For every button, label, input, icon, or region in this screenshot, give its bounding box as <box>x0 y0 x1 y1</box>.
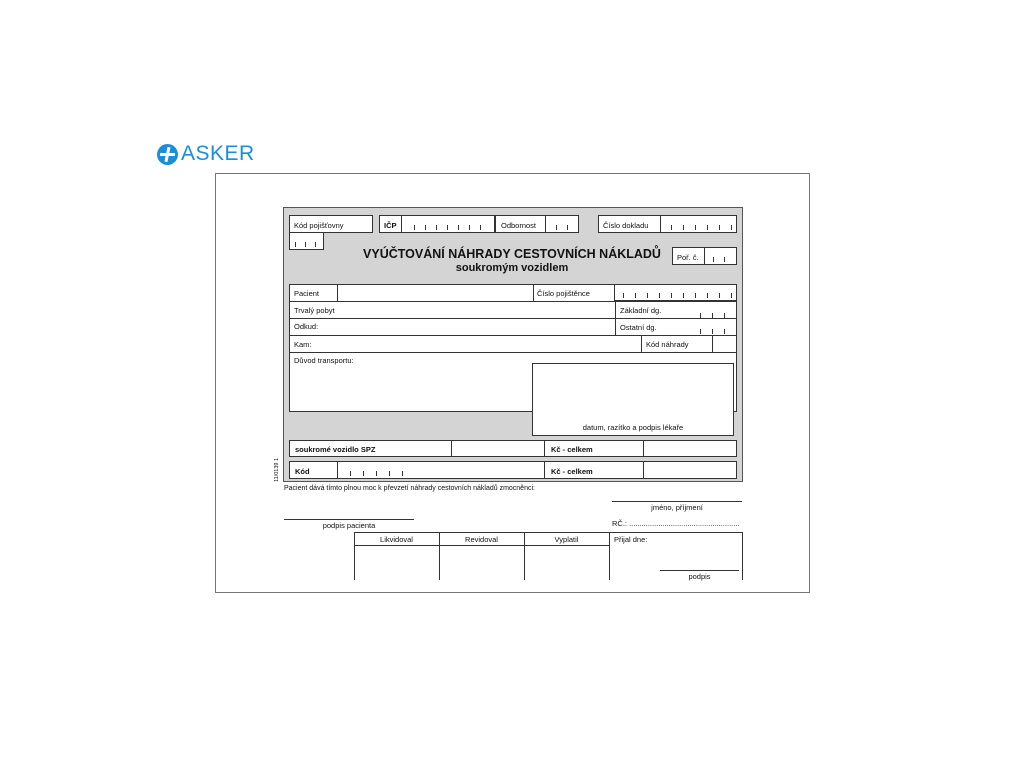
asker-logo <box>157 142 255 166</box>
plna-moc-text: Pacient dává tímto plnou moc k převzetí náhrady cestovních nákladů zmocněnci: <box>284 485 535 492</box>
pacient-input[interactable] <box>338 285 533 301</box>
duvod-transportu-label: Důvod transportu: <box>294 356 354 365</box>
kam-label: Kam: <box>294 340 312 349</box>
cislo-dokladu-label: Číslo dokladu <box>603 221 649 230</box>
form-subtitle: soukromým vozidlem <box>455 262 569 274</box>
revidoval-label: Revidoval <box>465 535 498 544</box>
kod-pojistovny-label: Kód pojišťovny <box>294 221 344 230</box>
trvaly-pobyt-label: Trvalý pobyt <box>294 306 335 315</box>
spz-input[interactable] <box>452 441 543 456</box>
asker-cross-logo-icon <box>157 144 178 165</box>
cislo-pojistence-label: Číslo pojištěnce <box>537 289 590 298</box>
por-c-label: Poř. č. <box>677 253 699 262</box>
vyplatil-input[interactable] <box>525 546 608 579</box>
rc-label[interactable]: RČ.: ..................................................... <box>612 519 740 528</box>
vyplatil-label: Vyplatil <box>554 535 579 544</box>
cislo-pojistence-input[interactable] <box>614 284 737 301</box>
kc-celkem-1-input[interactable] <box>644 441 736 456</box>
jmeno-prijmeni-input[interactable] <box>612 488 742 501</box>
datum-razitko-label: datum, razítko a podpis lékaře <box>582 422 684 432</box>
ostatni-dg-label: Ostatní dg. <box>620 323 657 332</box>
stamp-signature-box[interactable] <box>532 363 734 436</box>
kc-celkem-1-label: Kč - celkem <box>551 445 593 454</box>
form-title: VYÚČTOVÁNÍ NÁHRADY CESTOVNÍCH NÁKLADŮ <box>363 247 661 261</box>
kod-nahrady-input[interactable] <box>713 336 736 352</box>
podpis-pacienta-label: podpis pacienta <box>322 521 376 530</box>
prijal-dne-input[interactable] <box>655 533 741 568</box>
pacient-label: Pacient <box>294 289 320 298</box>
por-c-box[interactable] <box>672 247 737 265</box>
icp-box[interactable] <box>379 215 495 233</box>
likvidoval-input[interactable] <box>355 546 438 579</box>
trvaly-pobyt-input[interactable] <box>345 302 615 318</box>
kod-pojistovny-box[interactable] <box>289 215 373 233</box>
vozidlo-spz-label: soukromé vozidlo SPZ <box>295 445 376 454</box>
icp-label: IČP <box>384 221 397 230</box>
odbornost-box[interactable] <box>495 215 579 233</box>
kod-label: Kód <box>295 467 310 476</box>
podpis-label: podpis <box>688 572 711 581</box>
kam-input[interactable] <box>315 336 641 352</box>
zakladni-dg-label: Základní dg. <box>620 306 662 315</box>
kc-celkem-2-label: Kč - celkem <box>551 467 593 476</box>
jmeno-prijmeni-label: jméno, příjmení <box>651 503 703 512</box>
odkud-input[interactable] <box>325 319 615 335</box>
cislo-dokladu-box[interactable] <box>598 215 737 233</box>
odkud-label: Odkud: <box>294 322 319 331</box>
prijal-dne-label: Přijal dne: <box>614 535 648 544</box>
revidoval-input[interactable] <box>440 546 523 579</box>
form-serial: 11/0139 1 <box>274 457 280 482</box>
podpis-pacienta-input[interactable] <box>284 505 414 519</box>
duvod-transportu-input[interactable] <box>292 367 528 409</box>
likvidoval-label: Likvidoval <box>380 535 413 544</box>
brand-name: ASKER <box>181 142 255 165</box>
odbornost-label: Odbornost <box>501 221 537 230</box>
kod-input[interactable] <box>338 462 543 478</box>
kc-celkem-2-input[interactable] <box>644 462 736 478</box>
kod-nahrady-label: Kód náhrady <box>646 340 689 349</box>
